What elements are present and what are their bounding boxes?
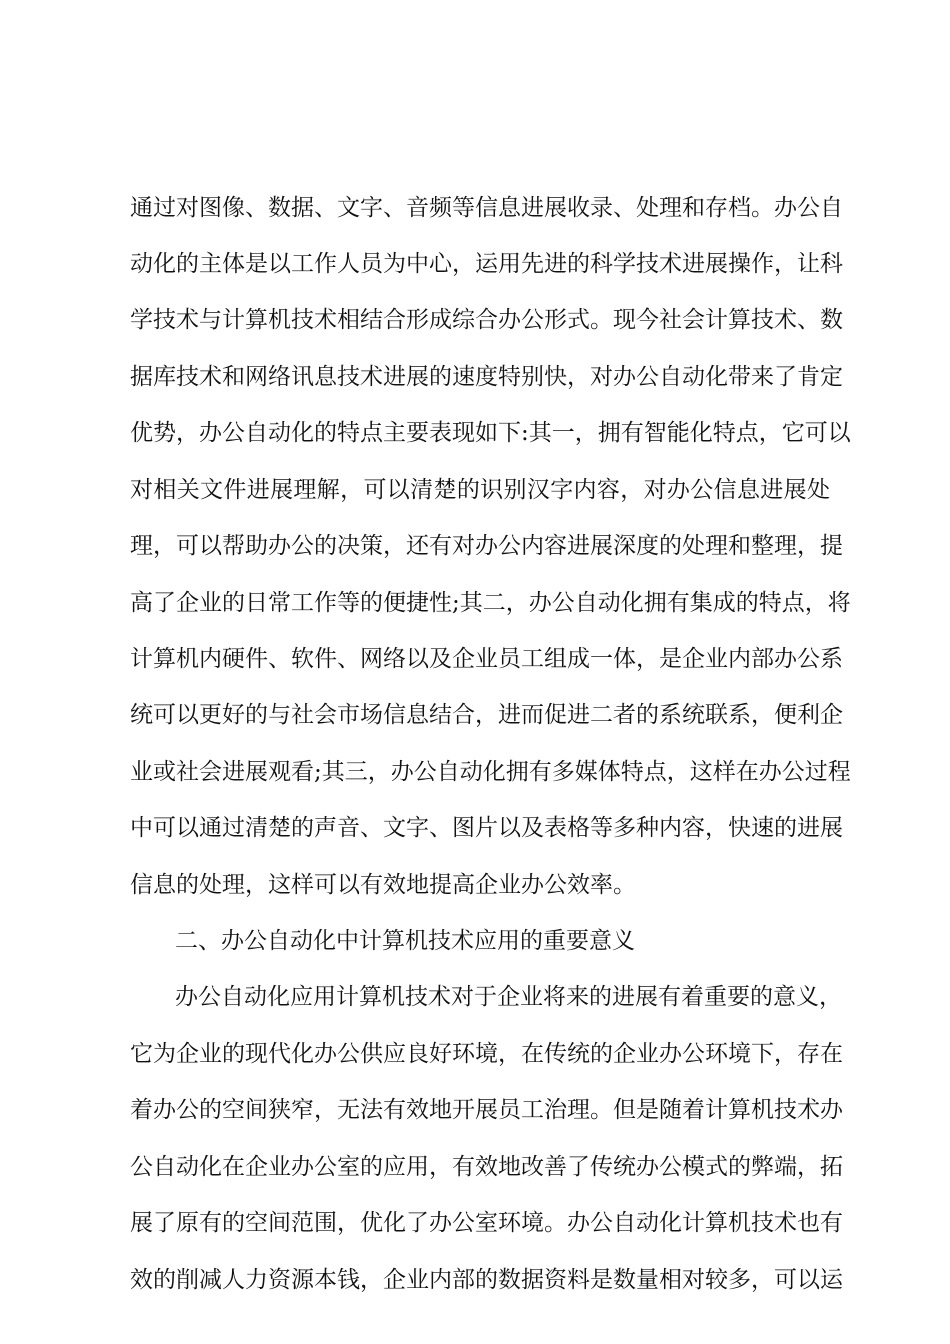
body-line-10: 统 可 以 更 好 的 与 社 会 市 场 信 息 结 合 ， 进 而 促 进 二 者 的 系 统 联 系 ， 便 利 企 (130, 702, 843, 728)
body-line-18: 公 自 动 化 在 企 业 办 公 室 的 应 用 ， 有 效 地 改 善 了 传 统 办 公 模 式 的 弊 端 ， 拓 (130, 1154, 843, 1180)
body-line-13: 信 息 的 处 理 ， 这 样 可 以 有 效 地 提 高 企 业 办 公 效 率 。 (130, 872, 636, 898)
body-line-11: 业 或 社 会 进 展 观 看 ; 其 三 ， 办 公 自 动 化 拥 有 多 媒 体 特 点 ， 这 样 在 办 公 过 程 (130, 759, 851, 785)
body-line-2: 动 化 的 主 体 是 以 工 作 人 员 为 中 心 ， 运 用 先 进 的 科 学 技 术 进 展 操 作 ， 让 科 (130, 251, 843, 277)
body-line-16: 它 为 企 业 的 现 代 化 办 公 供 应 良 好 环 境 ， 在 传 统 的 企 业 办 公 环 境 下 ， 存 在 (130, 1041, 843, 1067)
body-line-19: 展 了 原 有 的 空 间 范 围 ， 优 化 了 办 公 室 环 境 。 办 公 自 动 化 计 算 机 技 术 也 有 (130, 1210, 843, 1236)
section-heading: 二 、 办 公 自 动 化 中 计 算 机 技 术 应 用 的 重 要 意 义 (175, 928, 635, 954)
body-line-15: 办 公 自 动 化 应 用 计 算 机 技 术 对 于 企 业 将 来 的 进 展 有 着 重 要 的 意 义 ， (175, 984, 842, 1010)
body-line-7: 理 ， 可 以 帮 助 办 公 的 决 策 ， 还 有 对 办 公 内 容 进 展 深 度 的 处 理 和 整 理 ， 提 (130, 533, 843, 559)
body-line-12: 中 可 以 通 过 清 楚 的 声 音 、 文 字 、 图 片 以 及 表 格 等 多 种 内 容 ， 快 速 的 进 展 (130, 815, 843, 841)
body-line-9: 计 算 机 内 硬 件 、 软 件 、 网 络 以 及 企 业 员 工 组 成 一 体 ， 是 企 业 内 部 办 公 系 (130, 646, 843, 672)
body-line-1: 通 过 对 图 像 、 数 据 、 文 字 、 音 频 等 信 息 进 展 收 录 、 处 理 和 存 档 。 办 公 自 (130, 195, 843, 221)
body-line-6: 对 相 关 文 件 进 展 理 解 ， 可 以 清 楚 的 识 别 汉 字 内 容 ， 对 办 公 信 息 进 展 处 (130, 477, 830, 503)
body-line-4: 据 库 技 术 和 网 络 讯 息 技 术 进 展 的 速 度 特 别 快 ， 对 办 公 自 动 化 带 来 了 肯 定 (130, 364, 843, 390)
body-line-3: 学 技 术 与 计 算 机 技 术 相 结 合 形 成 综 合 办 公 形 式 。 现 今 社 会 计 算 技 术 、 数 (130, 307, 843, 333)
body-line-8: 高 了 企 业 的 日 常 工 作 等 的 便 捷 性 ; 其 二 ， 办 公 自 动 化 拥 有 集 成 的 特 点 ， 将 (130, 590, 851, 616)
body-line-17: 着 办 公 的 空 间 狭 窄 ， 无 法 有 效 地 开 展 员 工 治 理 。 但 是 随 着 计 算 机 技 术 办 (130, 1097, 843, 1123)
body-line-20: 效 的 削 减 人 力 资 源 本 钱 ， 企 业 内 部 的 数 据 资 料 是 数 量 相 对 较 多 ， 可 以 运 (130, 1267, 843, 1293)
body-line-5: 优 势 ， 办 公 自 动 化 的 特 点 主 要 表 现 如 下 : 其 一 ， 拥 有 智 能 化 特 点 ， 它 可 以 (130, 420, 851, 446)
